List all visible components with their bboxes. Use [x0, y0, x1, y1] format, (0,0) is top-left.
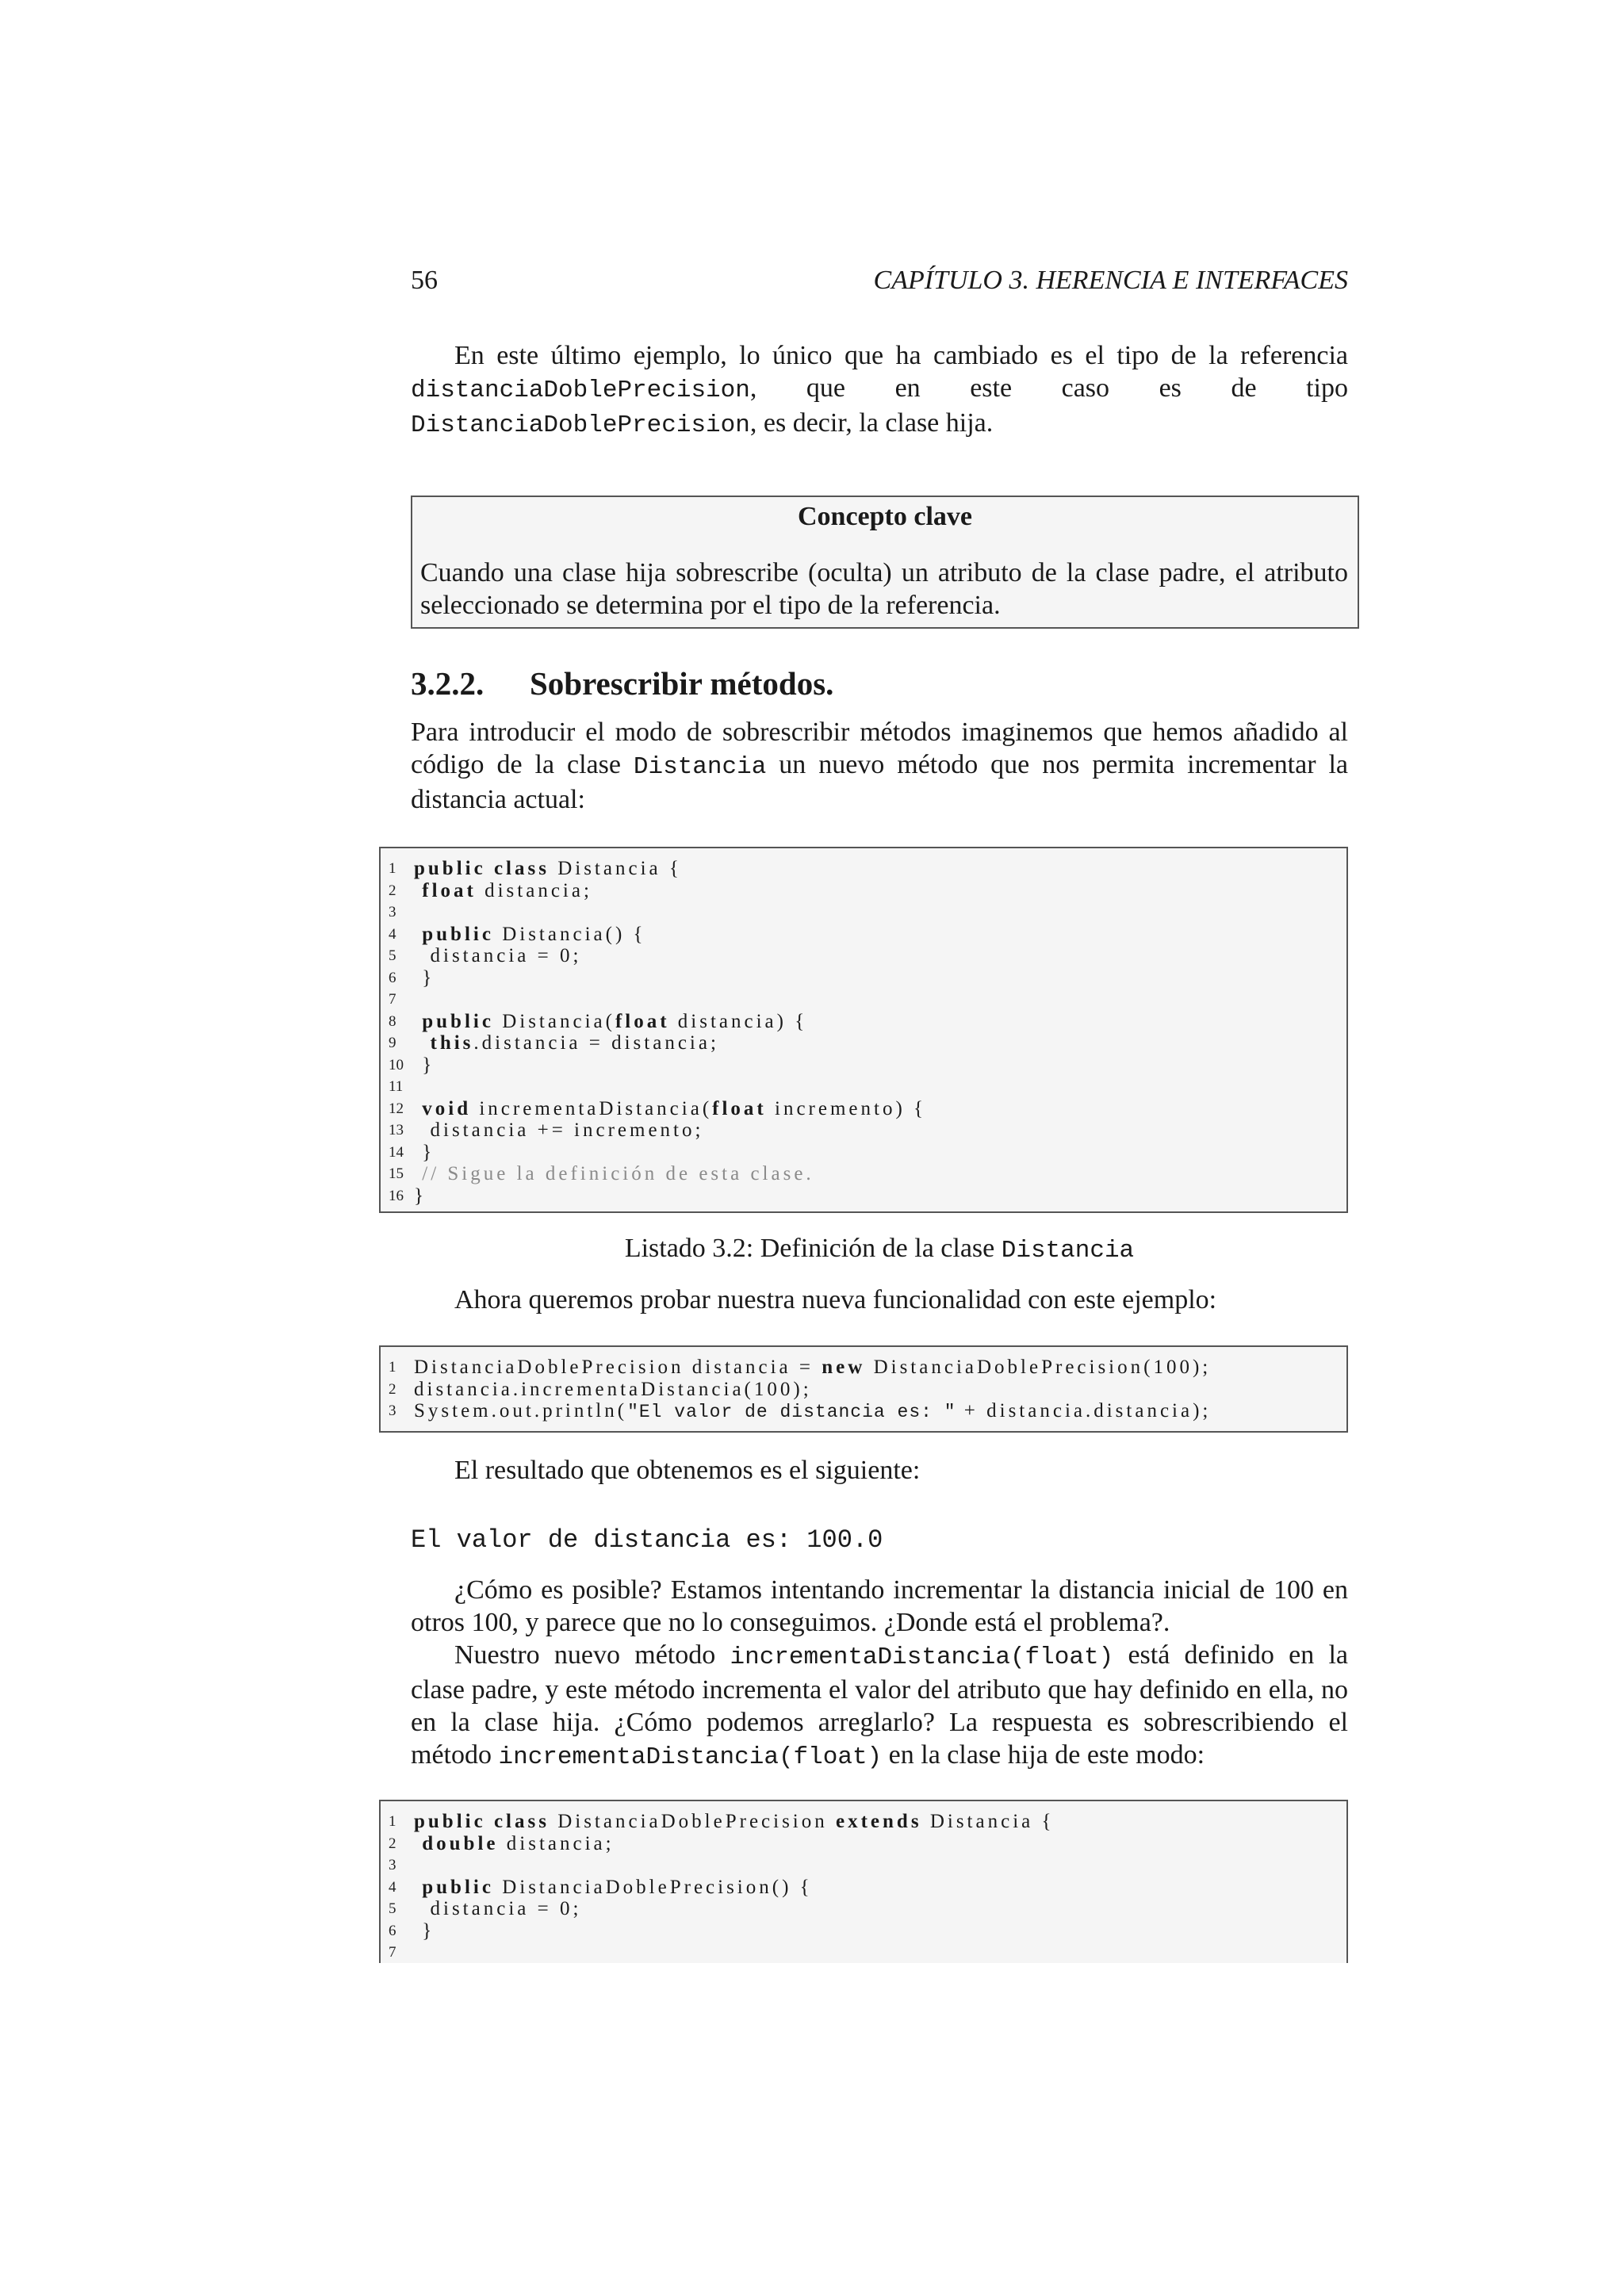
code-token: Distancia() { [493, 923, 646, 945]
line-number: 2 [389, 882, 396, 899]
code-keyword: float [712, 1097, 767, 1119]
code-token: distancia; [498, 1832, 615, 1854]
code-token [414, 1877, 422, 1898]
code-token: } [414, 966, 435, 989]
code-token: Distancia { [549, 858, 682, 879]
intro-paragraph [411, 339, 1348, 442]
code-text [414, 1142, 435, 1163]
code-keyword: public [422, 923, 494, 945]
code-token [414, 1098, 422, 1119]
code-text [414, 945, 581, 966]
running-head [411, 266, 1348, 305]
code-listing-test [379, 1345, 1348, 1433]
code-listing-distancia-doble [379, 1800, 1348, 1963]
code-token: distancia = 0; [414, 945, 582, 966]
code-text [414, 880, 592, 901]
code-token: incremento) { [766, 1097, 927, 1119]
code-listing-distancia [379, 847, 1348, 1213]
result-intro-paragraph: El resultado que obtenemos es el siguiente: [454, 1456, 921, 1485]
code-keyword: new [822, 1357, 866, 1378]
line-number: 7 [389, 1944, 396, 1961]
code-text [414, 1811, 1055, 1832]
caption-code: Distancia [1001, 1237, 1135, 1265]
test-intro-paragraph: Ahora queremos probar nuestra nueva funcionalidad con este ejemplo: [454, 1285, 1217, 1314]
code-token [414, 1833, 422, 1854]
line-number: 15 [389, 1165, 404, 1182]
code-token: } [414, 1919, 435, 1942]
line-number: 6 [389, 1922, 396, 1939]
code-text [414, 1877, 813, 1898]
line-number: 16 [389, 1187, 404, 1204]
code-token [414, 1163, 422, 1184]
code-text [414, 1054, 435, 1076]
line-number: 1 [389, 860, 396, 877]
line-number: 8 [389, 1012, 396, 1030]
code-text [414, 1357, 1211, 1378]
concept-box-body: Cuando una clase hija sobrescribe (oculta) un atributo de la clase padre, el atributo seleccionado se determina por el tipo de la referencia. [420, 558, 1348, 620]
line-number: 4 [389, 925, 396, 943]
line-number: 5 [389, 947, 396, 964]
intro-text-2: , que en este caso es de tipo [749, 373, 1348, 403]
answer-text-1: Nuestro nuevo método [454, 1640, 730, 1670]
code-ref-incrementaDistancia-1: incrementaDistancia(float) [730, 1644, 1114, 1671]
line-number: 13 [389, 1122, 404, 1138]
code-text [414, 1163, 814, 1184]
section-number: 3.2.2. [411, 665, 485, 702]
code-token: distancia; [476, 879, 592, 901]
line-number: 3 [389, 904, 396, 920]
line-number: 2 [389, 1380, 396, 1398]
answer-paragraph [411, 1639, 1348, 1774]
listing-caption [411, 1234, 1348, 1265]
line-number: 7 [389, 991, 396, 1008]
intro-text-1: En este último ejemplo, lo único que ha cambiado es el tipo de la referencia [454, 341, 1348, 370]
line-number: 14 [389, 1143, 404, 1161]
answer-text-2: está definido en la clase padre, y este método incrementa el valor del atributo que hay definido en ella, no en la clase hija. ¿Cómo podemos arreglarlo? La respuesta es sobrescribiendo el método [411, 1640, 1349, 1770]
code-text [414, 1032, 719, 1054]
line-number: 11 [389, 1078, 404, 1095]
code-text [414, 1898, 581, 1919]
code-keyword: extends [836, 1811, 922, 1832]
code-token: DistanciaDoblePrecision [549, 1811, 837, 1832]
line-number: 2 [389, 1835, 396, 1852]
code-token [414, 880, 422, 901]
section-title: Sobrescribir métodos. [530, 665, 834, 702]
program-output: El valor de distancia es: 100.0 [411, 1525, 883, 1555]
code-keyword: public class [414, 1811, 550, 1832]
line-number: 3 [389, 1857, 396, 1873]
chapter-title: CAPÍTULO 3. HERENCIA E INTERFACES [873, 266, 1348, 295]
code-token: distancia += incremento; [414, 1119, 704, 1141]
code-token: distancia = 0; [414, 1898, 582, 1919]
code-token [414, 924, 422, 945]
code-keyword: float [422, 879, 477, 901]
code-text [414, 924, 646, 945]
code-keyword: void [422, 1097, 472, 1119]
code-ref-incrementaDistancia-2: incrementaDistancia(float) [498, 1743, 883, 1771]
code-token [414, 1011, 422, 1032]
code-keyword: double [422, 1832, 499, 1854]
page-number: 56 [411, 266, 438, 295]
section-heading [411, 664, 1348, 702]
code-string: "El valor de distancia es: " [627, 1402, 956, 1422]
code-text [414, 1011, 807, 1032]
line-number: 12 [389, 1100, 404, 1117]
code-token: .distancia = distancia; [473, 1032, 719, 1054]
answer-text-3: en la clase hija de este modo: [882, 1740, 1205, 1770]
code-text [414, 1920, 435, 1942]
code-ref-distanciaDoblePrecision: distanciaDoblePrecision [411, 377, 750, 404]
code-text [414, 858, 682, 879]
code-token: distancia.incrementaDistancia(100); [414, 1378, 812, 1400]
line-number: 5 [389, 1900, 396, 1917]
concept-box [411, 496, 1359, 629]
code-token [414, 1032, 431, 1054]
section-intro-paragraph [411, 716, 1348, 816]
code-token: DistanciaDoblePrecision distancia = [414, 1357, 822, 1378]
code-token: incrementaDistancia( [471, 1097, 713, 1119]
code-ref-Distancia: Distancia [633, 753, 767, 781]
caption-text: Listado 3.2: Definición de la clase [624, 1234, 1002, 1263]
code-keyword: public [422, 1010, 494, 1032]
code-token: + distancia.distancia); [956, 1400, 1212, 1422]
question-paragraph: ¿Cómo es posible? Estamos intentando incrementar la distancia inicial de 100 en otros 100, y parece que no lo conseguimos. ¿Donde está el problema?. [411, 1575, 1348, 1637]
code-token: DistanciaDoblePrecision() { [493, 1876, 813, 1898]
code-keyword: public class [414, 858, 550, 879]
section-intro-text-2: un nuevo método que nos permita incrementar la distancia actual: [411, 750, 1348, 814]
code-token: distancia) { [669, 1010, 808, 1032]
code-ref-DistanciaDoblePrecision: DistanciaDoblePrecision [411, 411, 750, 439]
code-token: DistanciaDoblePrecision(100); [865, 1357, 1212, 1378]
line-number: 10 [389, 1056, 404, 1073]
code-token: } [414, 1141, 435, 1163]
line-number: 6 [389, 969, 396, 986]
concept-box-title: Concepto clave [797, 502, 972, 531]
line-number: 4 [389, 1878, 396, 1896]
code-text [414, 1833, 615, 1854]
line-number: 9 [389, 1035, 396, 1051]
code-token: } [414, 1054, 435, 1076]
code-text [414, 1119, 703, 1141]
line-number: 3 [389, 1402, 396, 1419]
code-keyword: public [422, 1876, 494, 1898]
code-token: Distancia( [493, 1010, 615, 1032]
code-text [414, 1185, 427, 1207]
code-token: Distancia { [921, 1811, 1055, 1832]
section-intro-text-1: Para introducir el modo de sobrescribir métodos imaginemos que hemos añadido al código de la clase [411, 718, 1348, 779]
code-keyword: this [430, 1032, 474, 1054]
code-text [414, 967, 435, 989]
intro-text-3: , es decir, la clase hija. [749, 408, 994, 438]
code-comment: // Sigue la definición de esta clase. [422, 1163, 814, 1184]
line-number: 1 [389, 1359, 396, 1376]
code-token: } [414, 1184, 427, 1207]
code-text [414, 1400, 1211, 1423]
line-number: 1 [389, 1813, 396, 1830]
code-text [414, 1379, 812, 1400]
code-text [414, 1098, 926, 1119]
code-token: System.out.println( [414, 1400, 628, 1422]
code-keyword: float [615, 1010, 670, 1032]
